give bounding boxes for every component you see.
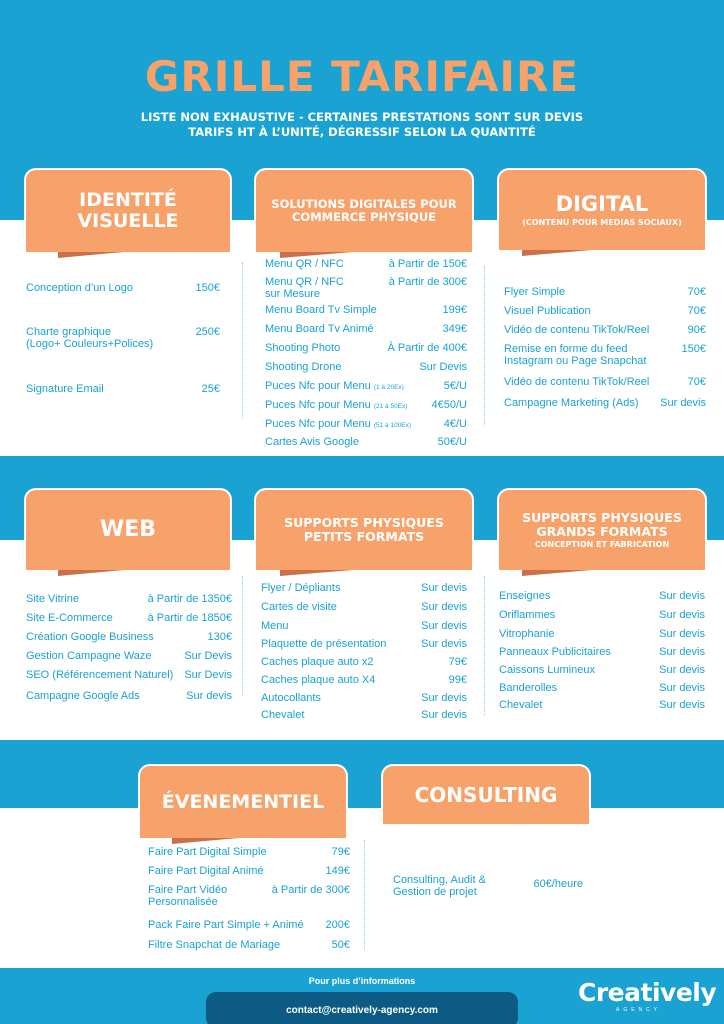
card-title: SUPPORTS PHYSIQUES <box>522 509 682 525</box>
list-solutions <box>265 258 467 448</box>
list-item: Flyer Simple 70€ <box>504 286 706 298</box>
list-item: Faire Part Vidéo Personnalisée à Partir de 300€ <box>148 884 350 908</box>
list-item: Vidéo de contenu TikTok/Reel 70€ <box>504 376 706 388</box>
list-item: Puces Nfc pour Menu (21 à 50Ex) 4€50/U <box>265 399 467 411</box>
logo-text: Creatively <box>578 978 717 1007</box>
list-item: Caches plaque auto x2 79€ <box>261 656 467 668</box>
list-consulting <box>393 874 583 898</box>
list-item: Remise en forme du feed Instagram ou Page Snapchat 150€ <box>504 343 706 367</box>
list-item: Faire Part Digital Animé 149€ <box>148 865 350 877</box>
list-item: Création Google Business 130€ <box>26 631 232 643</box>
card-title: DIGITAL <box>555 191 649 216</box>
page-subtitle-1: LISTE NON EXHAUSTIVE - CERTAINES PRESTATIONS SONT SUR DEVIS <box>140 110 584 124</box>
logo-subtext: AGENCY <box>616 1007 662 1013</box>
list-petits-formats <box>261 582 467 721</box>
list-item: Site E-Commerce à Partir de 1850€ <box>26 612 232 624</box>
company-logo <box>578 978 717 1014</box>
page-subtitle-2: TARIFS HT À L’UNITÉ, DÉGRESSIF SELON LA QUANTITÉ <box>188 125 536 139</box>
card-consulting <box>381 764 591 824</box>
list-item: Puces Nfc pour Menu (51 à 100Ex) 4€/U <box>265 418 467 430</box>
list-item: Visuel Publication 70€ <box>504 305 706 317</box>
list-item: Site Vitrine à Partir de 1350€ <box>26 593 232 605</box>
list-item: Menu Board Tv Simple 199€ <box>265 304 467 316</box>
list-item: Panneaux Publicitaires Sur devis <box>499 646 705 658</box>
list-item: Cartes Avis Google 50€/U <box>265 436 467 448</box>
card-title: PETITS FORMATS <box>303 529 425 544</box>
list-item: Chevalet Sur devis <box>499 699 705 711</box>
list-item: Menu Board Tv Animé 349€ <box>265 323 467 335</box>
card-title: SUPPORTS PHYSIQUES <box>284 515 444 531</box>
list-item: Cartes de visite Sur devis <box>261 601 467 613</box>
list-item: Autocollants Sur devis <box>261 692 467 704</box>
footer-info-text: Pour plus d’informations <box>308 976 416 986</box>
list-item: Faire Part Digital Simple 79€ <box>148 846 350 858</box>
card-title: CONSULTING <box>414 783 558 807</box>
list-digital <box>504 286 706 409</box>
list-item: Chevalet Sur devis <box>261 709 467 721</box>
list-item: Filtre Snapchat de Mariage 50€ <box>148 939 350 951</box>
list-item: Vidéo de contenu TikTok/Reel 90€ <box>504 324 706 336</box>
list-item: Menu Sur devis <box>261 620 467 632</box>
list-item: Shooting Drone Sur Devis <box>265 361 467 373</box>
list-item: Gestion Campagne Waze Sur Devis <box>26 650 232 662</box>
card-title: ÉVENEMENTIEL <box>161 790 325 813</box>
card-subtitle: (CONTENU POUR MEDIAS SOCIAUX) <box>522 218 682 228</box>
card-title: SOLUTIONS DIGITALES POUR <box>271 197 457 212</box>
list-item: Oriflammes Sur devis <box>499 609 705 621</box>
list-item: Puces Nfc pour Menu (1 à 20Ex) 5€/U <box>265 380 467 392</box>
card-digital <box>497 168 707 250</box>
list-evenementiel <box>148 846 350 951</box>
list-item: Vitrophanie Sur devis <box>499 628 705 640</box>
list-item: Menu QR / NFC à Partir de 150€ <box>265 258 467 270</box>
card-supports-petits <box>254 488 474 570</box>
list-identite <box>26 282 220 395</box>
card-web <box>24 488 232 570</box>
card-title: WEB <box>99 516 157 542</box>
contact-email-link[interactable]: contact@creatively-agency.com <box>206 992 518 1024</box>
list-item: Campagne Google Ads Sur devis <box>26 690 232 702</box>
card-evenementiel <box>138 764 348 838</box>
card-subtitle: CONCEPTION ET FABRICATION <box>534 540 670 550</box>
card-supports-grands <box>497 488 707 570</box>
list-item: Campagne Marketing (Ads) Sur devis <box>504 397 706 409</box>
list-item: Pack Faire Part Simple + Animé 200€ <box>148 919 350 931</box>
list-grands-formats <box>499 590 705 711</box>
list-item: Signature Email 25€ <box>26 383 220 395</box>
card-title: GRANDS FORMATS <box>536 523 668 539</box>
list-item: SEO (Référencement Naturel) Sur Devis <box>26 669 232 681</box>
card-title: IDENTITÉ VISUELLE <box>77 189 179 232</box>
list-item: Caches plaque auto X4 99€ <box>261 674 467 686</box>
list-item: Flyer / Dépliants Sur devis <box>261 582 467 594</box>
list-item: Shooting Photo À Partir de 400€ <box>265 342 467 354</box>
page-title: GRILLE TARIFAIRE <box>144 52 580 101</box>
card-solutions-digitales <box>254 168 474 252</box>
card-title: COMMERCE PHYSIQUE <box>291 210 437 224</box>
list-item: Plaquette de présentation Sur devis <box>261 638 467 650</box>
list-item: Caissons Lumineux Sur devis <box>499 664 705 676</box>
card-identite-visuelle <box>24 168 232 252</box>
list-web <box>26 593 232 702</box>
list-item: Charte graphique (Logo+ Couleurs+Polices) 250€ <box>26 326 220 350</box>
list-item: Consulting, Audit & Gestion de projet 60€/heure <box>393 874 583 898</box>
list-item: Banderolles Sur devis <box>499 682 705 694</box>
list-item: Conception d’un Logo 150€ <box>26 282 220 294</box>
list-item: Menu QR / NFC sur Mesure à Partir de 300€ <box>265 276 467 300</box>
list-item: Enseignes Sur devis <box>499 590 705 602</box>
